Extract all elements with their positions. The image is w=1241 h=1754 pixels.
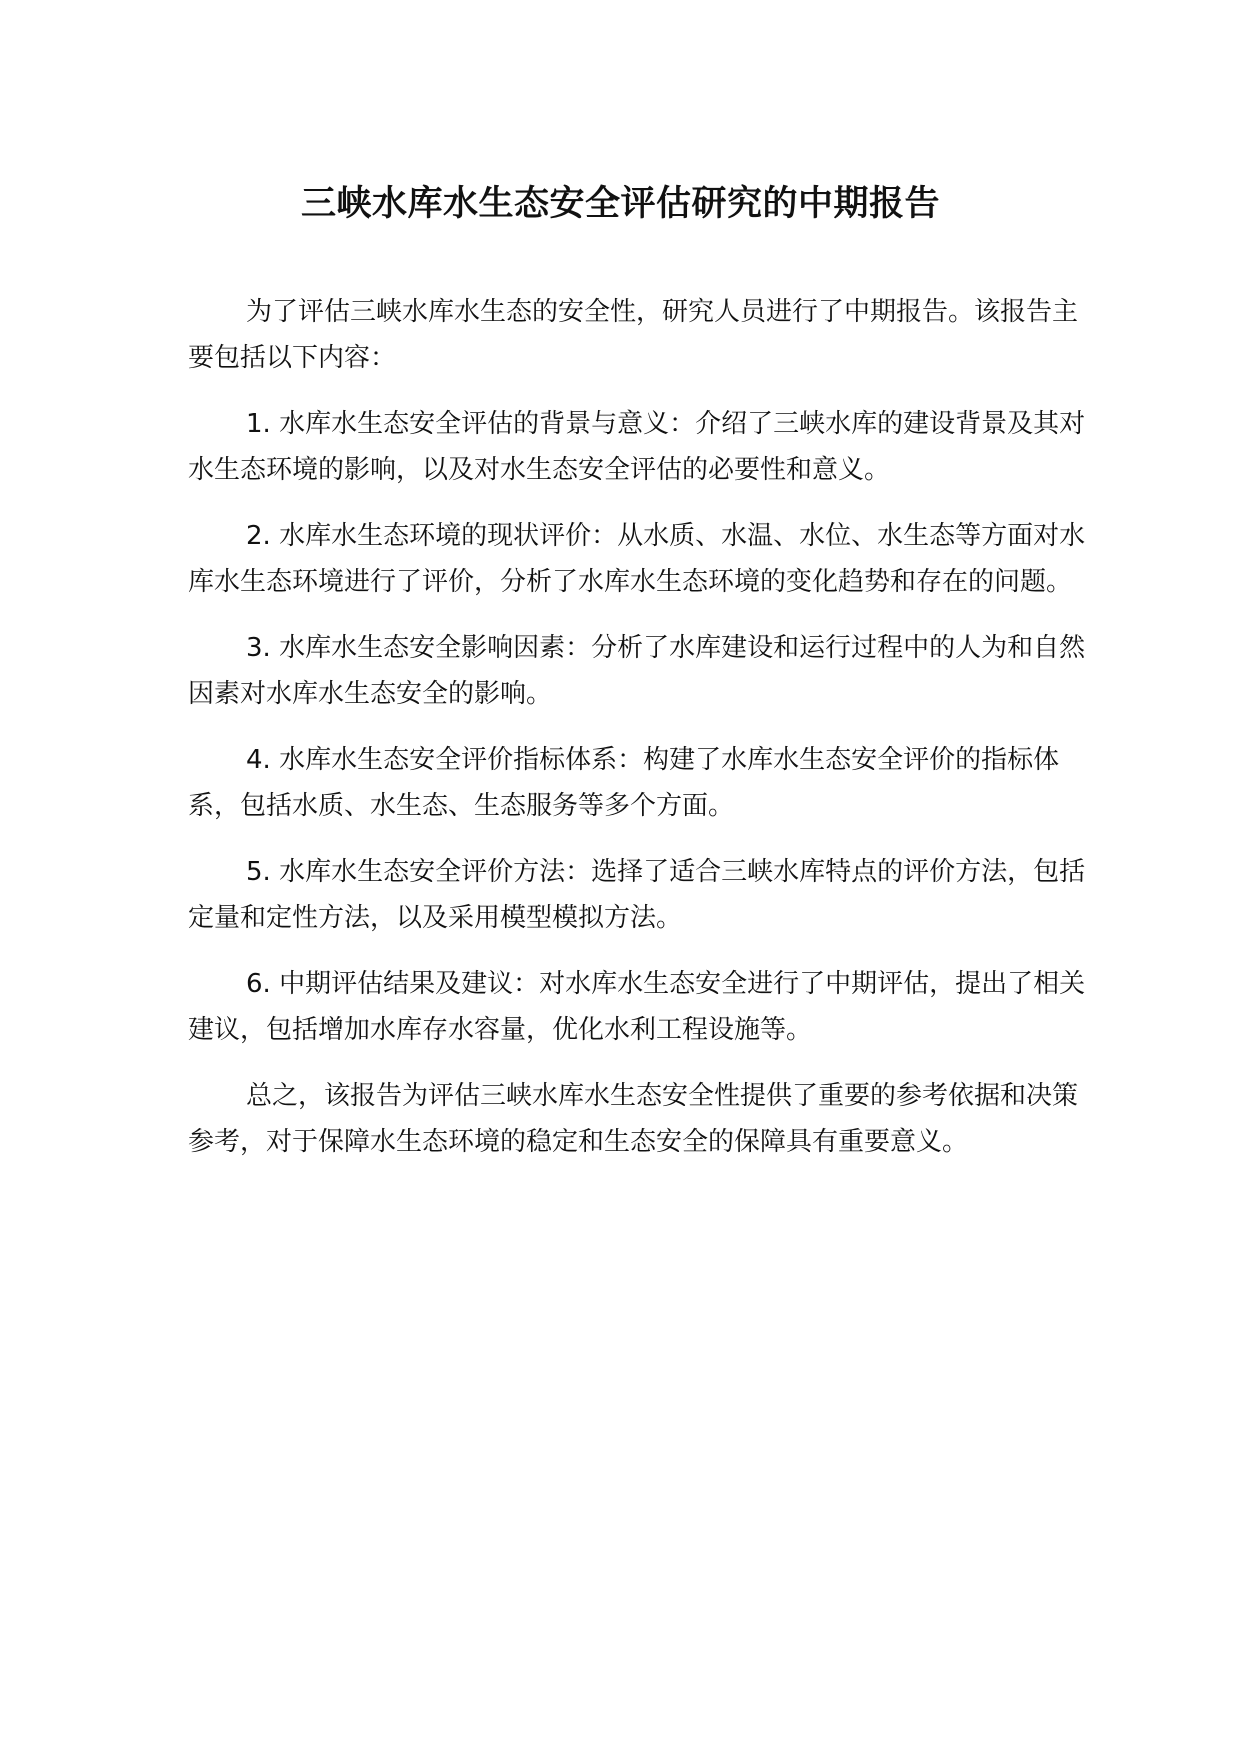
document-body — [188, 289, 1088, 1185]
item-2-paragraph: 2. 水库水生态环境的现状评价：从水质、水温、水位、水生态等方面对水库水生态环境进行了评价，分析了水库水生态环境的变化趋势和存在的问题。 — [188, 521, 1086, 597]
intro-paragraph: 为了评估三峡水库水生态的安全性，研究人员进行了中期报告。该报告主要包括以下内容： — [188, 297, 1079, 373]
item-4-paragraph: 4. 水库水生态安全评价指标体系：构建了水库水生态安全评价的指标体系，包括水质、水生态、生态服务等多个方面。 — [188, 745, 1060, 821]
item-3-paragraph: 3. 水库水生态安全影响因素：分析了水库建设和运行过程中的人为和自然因素对水库水生态安全的影响。 — [188, 633, 1086, 709]
item-1-paragraph: 1. 水库水生态安全评估的背景与意义：介绍了三峡水库的建设背景及其对水生态环境的影响，以及对水生态安全评估的必要性和意义。 — [188, 409, 1086, 485]
document-title: 三峡水库水生态安全评估研究的中期报告 — [300, 184, 940, 224]
item-5-paragraph: 5. 水库水生态安全评价方法：选择了适合三峡水库特点的评价方法，包括定量和定性方法，以及采用模型模拟方法。 — [188, 857, 1086, 933]
item-6-paragraph: 6. 中期评估结果及建议：对水库水生态安全进行了中期评估，提出了相关建议，包括增加水库存水容量，优化水利工程设施等。 — [188, 969, 1086, 1045]
conclusion-paragraph: 总之，该报告为评估三峡水库水生态安全性提供了重要的参考依据和决策参考，对于保障水生态环境的稳定和生态安全的保障具有重要意义。 — [188, 1081, 1079, 1157]
